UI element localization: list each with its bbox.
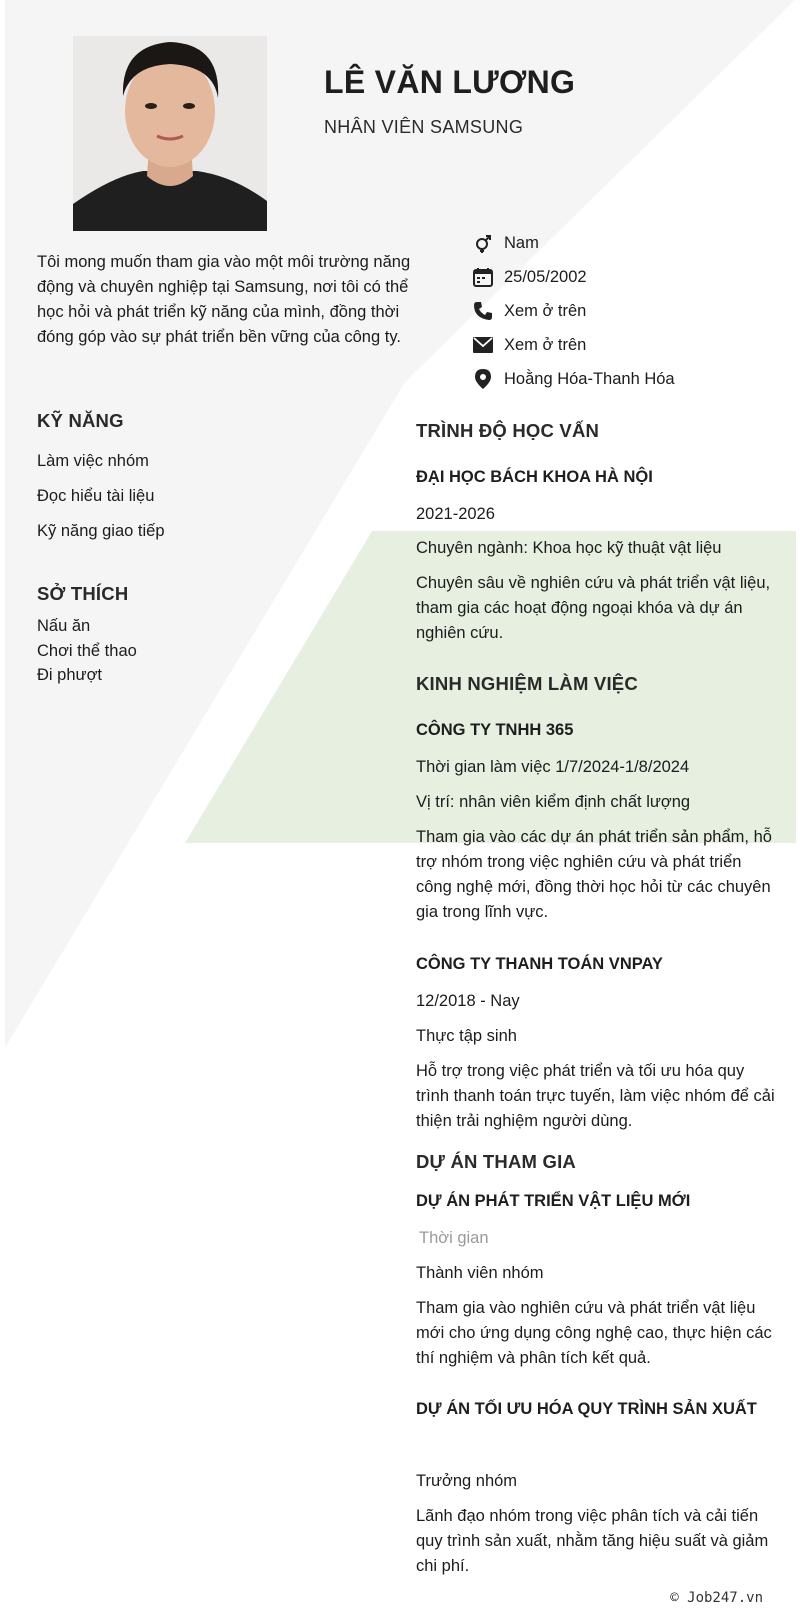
job-position: Thực tập sinh xyxy=(416,1027,517,1045)
contact-address xyxy=(472,367,675,391)
education-school: ĐẠI HỌC BÁCH KHOA HÀ NỘI xyxy=(416,468,653,486)
education-period: 2021-2026 xyxy=(416,505,495,523)
skills-heading: KỸ NĂNG xyxy=(37,410,124,431)
project-name: DỰ ÁN PHÁT TRIỂN VẬT LIỆU MỚI xyxy=(416,1192,691,1210)
project-role: Thành viên nhóm xyxy=(416,1264,544,1282)
phone-icon xyxy=(472,300,494,322)
job-description: Tham gia vào các dự án phát triển sản phẩm, hỗ trợ nhóm trong việc nghiên cứu và phát triển công nghệ mới, đồng thời học hỏi từ các chuyên gia trong lĩnh vực. xyxy=(416,828,772,921)
contact-address-text: Hoằng Hóa-Thanh Hóa xyxy=(504,369,675,388)
job-description: Hỗ trợ trong việc phát triển và tối ưu hóa quy trình thanh toán trực tuyến, làm việc nhóm để cải thiện trải nghiệm người dùng. xyxy=(416,1062,775,1130)
contact-birthday xyxy=(472,265,587,289)
candidate-name: LÊ VĂN LƯƠNG xyxy=(324,64,576,100)
location-icon xyxy=(472,368,494,390)
career-objective: Tôi mong muốn tham gia vào một môi trường năng động và chuyên nghiệp tại Samsung, nơi tôi có thể học hỏi và phát triển kỹ năng của mình, đồng thời đóng góp vào sự phát triển bền vững của công ty. xyxy=(37,253,411,346)
profile-photo xyxy=(73,36,267,231)
hobby-item: Nấu ăn xyxy=(37,617,91,635)
job-period: Thời gian làm việc 1/7/2024-1/8/2024 xyxy=(416,758,690,776)
contact-gender xyxy=(472,231,539,255)
hobbies-heading: SỞ THÍCH xyxy=(37,583,129,604)
skill-item: Làm việc nhóm xyxy=(37,452,149,470)
projects-heading: DỰ ÁN THAM GIA xyxy=(416,1151,576,1172)
contact-phone xyxy=(472,299,586,323)
education-major: Chuyên ngành: Khoa học kỹ thuật vật liệu xyxy=(416,539,722,557)
contact-email-text: Xem ở trên xyxy=(504,335,587,354)
portrait-image xyxy=(73,36,267,231)
contact-gender-text: Nam xyxy=(504,233,539,252)
job-company: CÔNG TY THANH TOÁN VNPAY xyxy=(416,955,663,973)
job-period: 12/2018 - Nay xyxy=(416,992,520,1010)
experience-heading: KINH NGHIỆM LÀM VIỆC xyxy=(416,673,638,694)
skill-item: Đọc hiểu tài liệu xyxy=(37,487,155,505)
hobby-item: Chơi thể thao xyxy=(37,642,137,660)
education-heading: TRÌNH ĐỘ HỌC VẤN xyxy=(416,420,600,441)
skill-item: Kỹ năng giao tiếp xyxy=(37,522,165,540)
project-name: DỰ ÁN TỐI ƯU HÓA QUY TRÌNH SẢN XUẤT xyxy=(416,1400,757,1418)
project-time: Thời gian xyxy=(419,1229,489,1247)
contact-phone-text: Xem ở trên xyxy=(504,301,587,320)
education-description: Chuyên sâu về nghiên cứu và phát triển vật liệu, tham gia các hoạt động ngoại khóa và dự án nghiên cứu. xyxy=(416,574,771,642)
job-position: Vị trí: nhân viên kiểm định chất lượng xyxy=(416,793,691,811)
project-description: Lãnh đạo nhóm trong việc phân tích và cải tiến quy trình sản xuất, nhằm tăng hiệu suất và giảm chi phí. xyxy=(416,1507,769,1575)
hobby-item: Đi phượt xyxy=(37,666,102,684)
candidate-title: NHÂN VIÊN SAMSUNG xyxy=(324,117,524,137)
calendar-icon xyxy=(472,266,494,288)
gender-icon xyxy=(472,232,494,254)
contact-birthday-text: 25/05/2002 xyxy=(504,267,587,286)
contact-email xyxy=(472,333,586,357)
project-role: Trưởng nhóm xyxy=(416,1472,518,1490)
email-icon xyxy=(472,334,494,356)
job-company: CÔNG TY TNHH 365 xyxy=(416,721,574,739)
footer-watermark: © Job247.vn xyxy=(670,1590,763,1606)
project-description: Tham gia vào nghiên cứu và phát triển vật liệu mới cho ứng dụng công nghệ cao, thực hiện các thí nghiệm và phân tích kết quả. xyxy=(416,1299,772,1367)
